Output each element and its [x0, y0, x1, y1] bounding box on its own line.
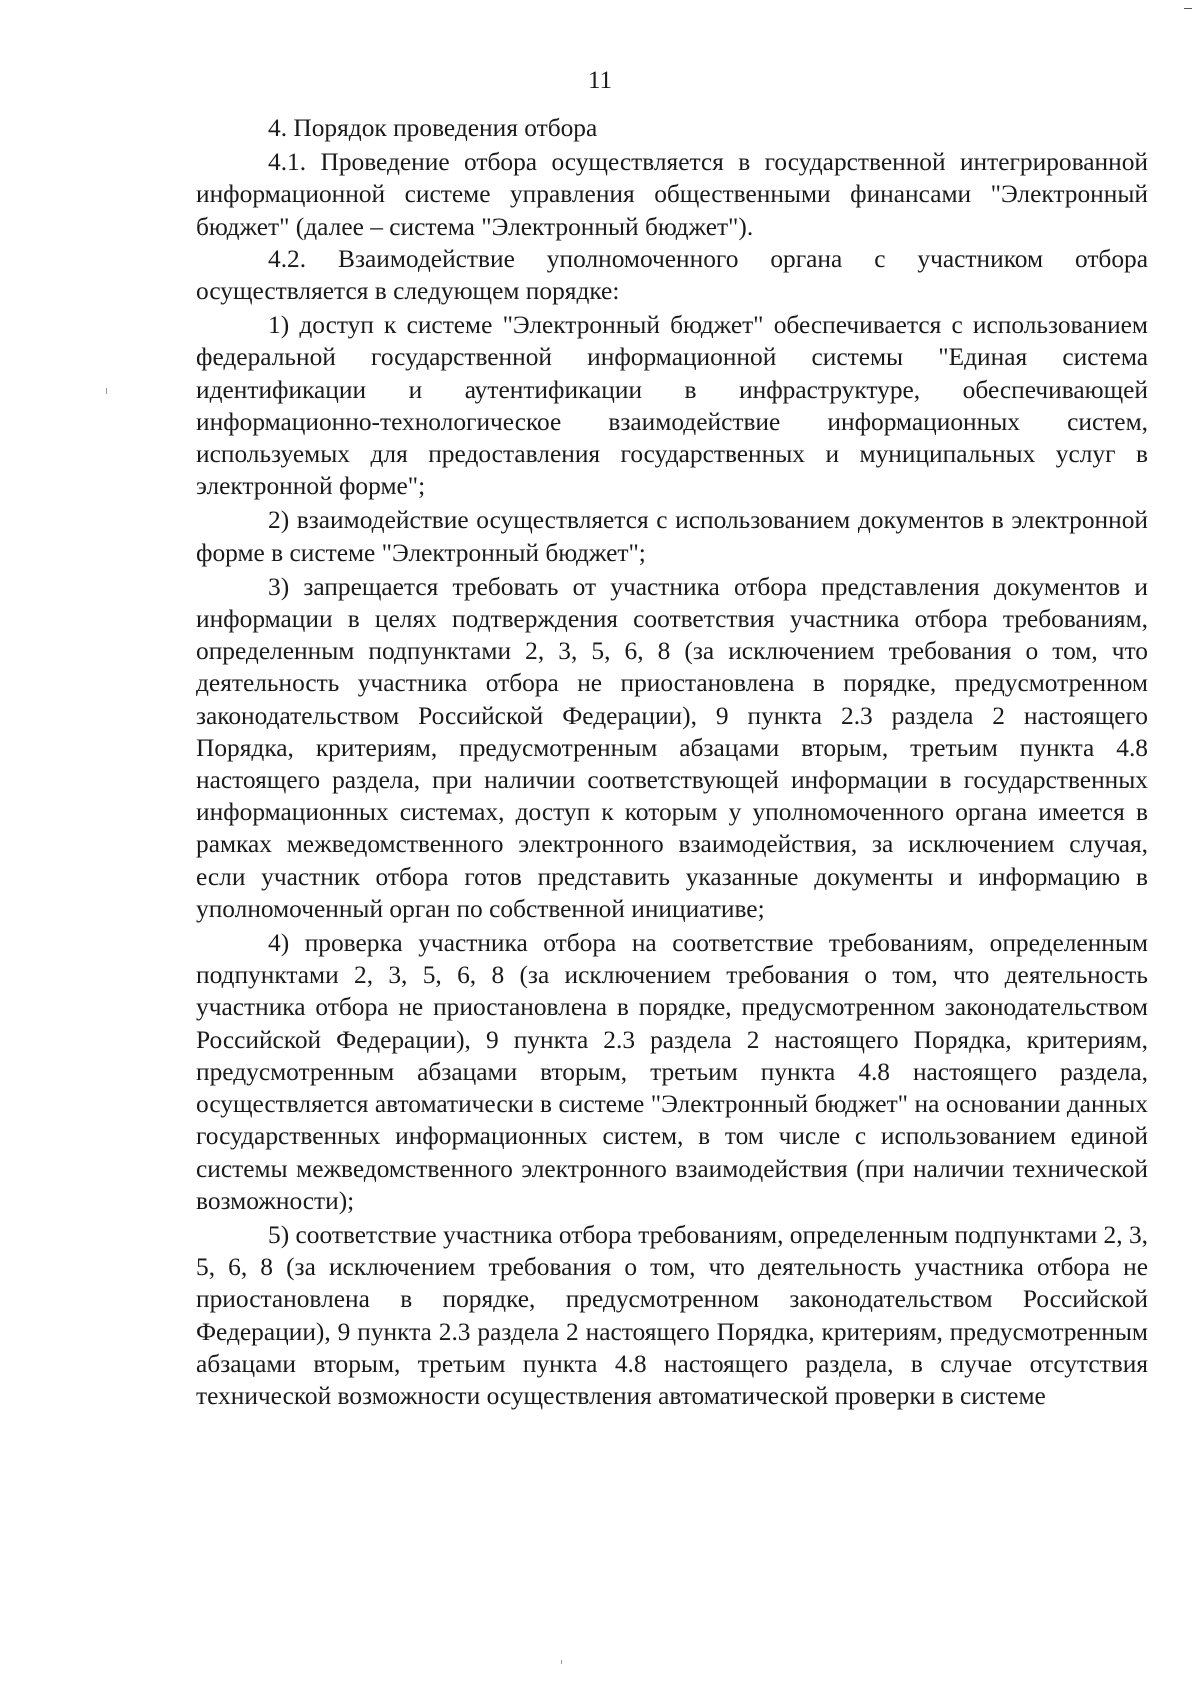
paragraph-4-1: 4.1. Проведение отбора осуществляется в государственной интегрированной информационной системе управления общественными финансами "Электронный бюджет" (далее – система "Электронный бюджет"). — [196, 148, 1148, 241]
scan-artifact — [561, 1660, 562, 1664]
scan-artifact — [106, 388, 107, 394]
list-item-5: 5) соответствие участника отбора требованиям, определенным подпунктами 2, 3, 5, 6, 8 (за исключением требования о том, что деятельность участника отбора не приостановлена в порядке, предусмотренном законодательством Российской Федерации), 9 пункта 2.3 раздела 2 настоящего Порядка, критериям, предусмотренным абзацами вторым, третьим пункта 4.8 настоящего раздела, в случае отсутствия технической возможности осуществления автоматической проверки в системе — [196, 1220, 1148, 1410]
document-body — [196, 112, 1148, 1412]
list-item-4: 4) проверка участника отбора на соответствие требованиям, определенным подпунктами 2, 3, 5, 6, 8 (за исключением требования о том, что деятельность участника отбора не приостановлена в порядке, предусмотренном законодательством Российской Федерации), 9 пункта 2.3 раздела 2 настоящего Порядка, критериям, предусмотренным абзацами вторым, третьим пункта 4.8 настоящего раздела, осуществляется автоматически в системе "Электронный бюджет" на основании данных государственных информационных систем, в том числе с использованием единой системы межведомственного электронного взаимодействия (при наличии технической возможности); — [196, 929, 1148, 1215]
section-title: 4. Порядок проведения отбора — [268, 114, 598, 142]
list-item-1: 1) доступ к системе "Электронный бюджет" обеспечивается с использованием федеральной государственной информационной системы "Единая система идентификации и аутентификации в инфраструктуре, обеспечивающей информационно-технологическое взаимодействие информационных систем, используемых для предоставления государственных и муниципальных услуг в электронной форме"; — [196, 311, 1148, 501]
scan-artifact — [1184, 8, 1192, 9]
list-item-2: 2) взаимодействие осуществляется с использованием документов в электронной форме в системе "Электронный бюджет"; — [196, 506, 1148, 567]
page-number: 11 — [587, 67, 613, 94]
list-item-3: 3) запрещается требовать от участника отбора представления документов и информации в целях подтверждения соответствия участника отбора требованиям, определенным подпунктами 2, 3, 5, 6, 8 (за исключением требования о том, что деятельность участника отбора не приостановлена в порядке, предусмотренном законодательством Российской Федерации), 9 пункта 2.3 раздела 2 настоящего Порядка, критериям, предусмотренным абзацами вторым, третьим пункта 4.8 настоящего раздела, при наличии соответствующей информации в государственных информационных системах, доступ к которым у уполномоченного органа имеется в рамках межведомственного электронного взаимодействия, за исключением случая, если участник отбора готов представить указанные документы и информацию в уполномоченный орган по собственной инициативе; — [196, 572, 1148, 923]
paragraph-4-2: 4.2. Взаимодействие уполномоченного органа с участником отбора осуществляется в следующем порядке: — [196, 244, 1148, 306]
